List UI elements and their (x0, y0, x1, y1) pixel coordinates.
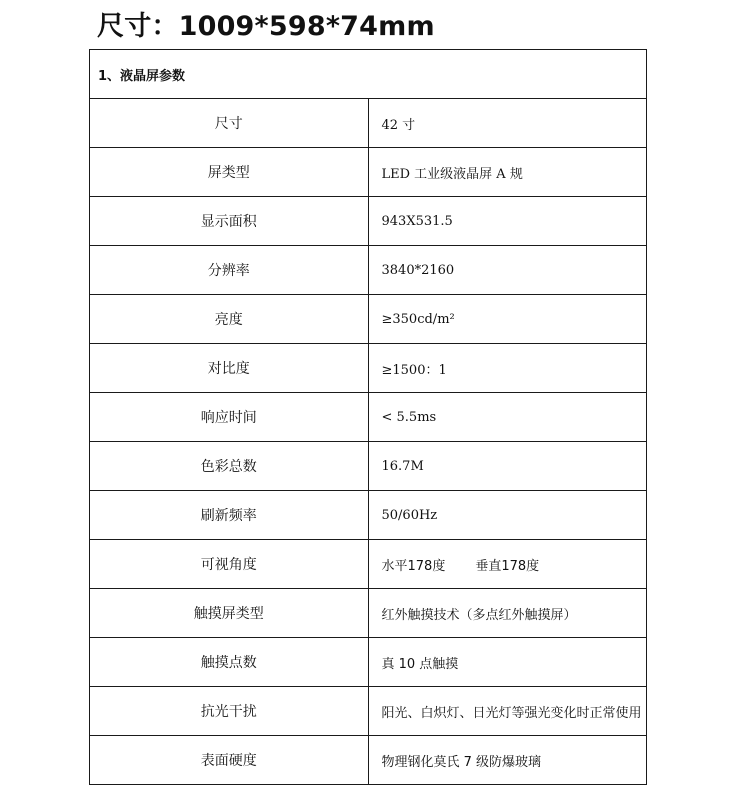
spec-label: 亮度 (90, 295, 369, 344)
spec-label: 触摸屏类型 (90, 589, 369, 638)
spec-value: 943X531.5 (368, 197, 647, 246)
spec-table (89, 49, 647, 785)
spec-label: 触摸点数 (90, 638, 369, 687)
spec-label: 分辨率 (90, 246, 369, 295)
spec-label: 可视角度 (90, 540, 369, 589)
table-row (90, 638, 647, 687)
table-row (90, 197, 647, 246)
spec-value (368, 540, 647, 589)
spec-value: 42 寸 (368, 99, 647, 148)
spec-label: 屏类型 (90, 148, 369, 197)
section-header-row (90, 50, 647, 99)
section-heading: 1、液晶屏参数 (90, 50, 647, 99)
spec-value: ≥350cd/m² (368, 295, 647, 344)
spec-value: 红外触摸技术（多点红外触摸屏） (368, 589, 647, 638)
spec-value: < 5.5ms (368, 393, 647, 442)
horizontal-viewing-angle: 水平178度 (381, 558, 446, 574)
spec-label: 色彩总数 (90, 442, 369, 491)
spec-label: 对比度 (90, 344, 369, 393)
spec-value: ≥1500：1 (368, 344, 647, 393)
vertical-viewing-angle: 垂直178度 (475, 558, 540, 574)
spec-value: 50/60Hz (368, 491, 647, 540)
table-row (90, 246, 647, 295)
table-row (90, 442, 647, 491)
table-row (90, 148, 647, 197)
spec-value: 16.7M (368, 442, 647, 491)
table-row (90, 736, 647, 785)
spec-label: 响应时间 (90, 393, 369, 442)
spec-value: 3840*2160 (368, 246, 647, 295)
spec-value: 物理钢化莫氏 7 级防爆玻璃 (368, 736, 647, 785)
table-row (90, 491, 647, 540)
spec-label: 刷新频率 (90, 491, 369, 540)
spec-value: 真 10 点触摸 (368, 638, 647, 687)
spec-label: 表面硬度 (90, 736, 369, 785)
table-row (90, 99, 647, 148)
table-row (90, 393, 647, 442)
spec-label: 抗光干扰 (90, 687, 369, 736)
table-row (90, 589, 647, 638)
table-row (90, 540, 647, 589)
table-row (90, 344, 647, 393)
table-row (90, 687, 647, 736)
spec-value: LED 工业级液晶屏 A 规 (368, 148, 647, 197)
spec-label: 显示面积 (90, 197, 369, 246)
page-title: 尺寸：1009*598*74mm (97, 11, 435, 42)
table-row (90, 295, 647, 344)
spec-value: 阳光、白炽灯、日光灯等强光变化时正常使用 (368, 687, 647, 736)
spec-label: 尺寸 (90, 99, 369, 148)
